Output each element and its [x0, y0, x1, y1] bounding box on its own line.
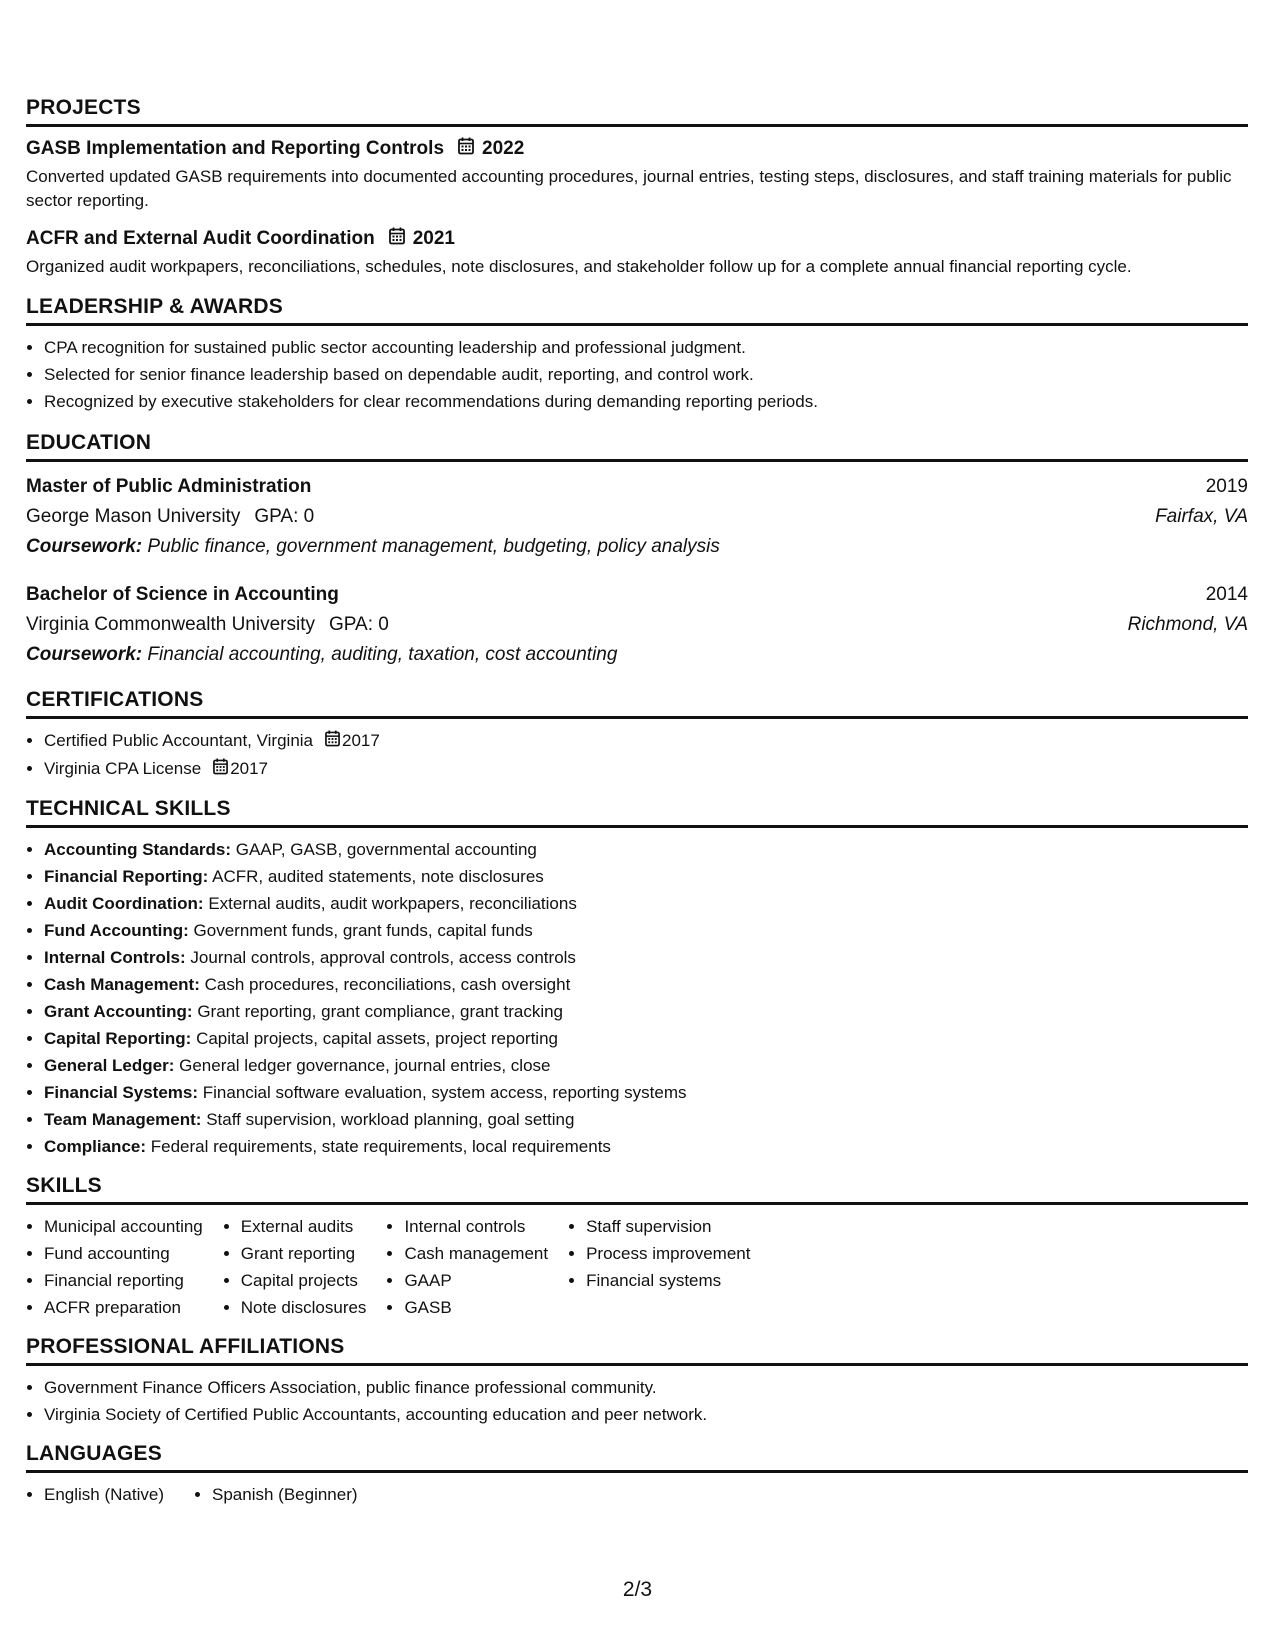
- skill-value: General ledger governance, journal entries, close: [179, 1056, 551, 1076]
- education-item: [26, 580, 1248, 670]
- skill-value: Government funds, grant funds, capital funds: [193, 921, 533, 941]
- skill-item: [44, 1025, 1248, 1052]
- skill-value: Staff supervision, workload planning, goal setting: [206, 1110, 575, 1130]
- skill-item: [44, 1106, 1248, 1133]
- skill-value: External audits, audit workpapers, reconciliations: [208, 894, 577, 914]
- skills-grid: [26, 1213, 1248, 1321]
- school-location: Fairfax, VA: [1155, 506, 1248, 527]
- section-title-technical-skills: TECHNICAL SKILLS: [26, 797, 1248, 828]
- certifications-list: [26, 727, 1248, 783]
- skill-item: [44, 836, 1248, 863]
- skill-value: ACFR, audited statements, note disclosures: [212, 867, 544, 887]
- list-item: • CPA recognition for sustained public sector accounting leadership and professional judgment.: [44, 334, 1248, 361]
- technical-skills-list: [26, 836, 1248, 1160]
- skill-tag: • Municipal accounting: [44, 1213, 203, 1240]
- skills-section: [26, 1174, 1248, 1321]
- language-item: • Spanish (Beginner): [212, 1481, 358, 1508]
- degree: Bachelor of Science in Accounting: [26, 584, 339, 605]
- gpa: GPA: 0: [254, 506, 315, 527]
- skill-tag: • Capital projects: [241, 1267, 367, 1294]
- language-item: • English (Native): [44, 1481, 164, 1508]
- skill-tag: • Note disclosures: [241, 1294, 367, 1321]
- page-number: 2/3: [622, 1578, 653, 1601]
- project-year: 2021: [412, 228, 455, 249]
- project-year: 2022: [482, 138, 525, 159]
- skill-label: Grant Accounting:: [44, 1002, 193, 1022]
- school-location: Richmond, VA: [1127, 614, 1248, 635]
- coursework-label: Coursework:: [26, 644, 143, 665]
- skill-tag: • ACFR preparation: [44, 1294, 203, 1321]
- skill-item: [44, 1079, 1248, 1106]
- resume-content: [26, 96, 1248, 1508]
- skill-item: [44, 971, 1248, 998]
- skills-column: [26, 1213, 203, 1321]
- school-name: George Mason University: [26, 506, 241, 527]
- certification-item: [44, 727, 1248, 755]
- leadership-list: [26, 334, 1248, 415]
- affiliations-list: [26, 1374, 1248, 1428]
- skill-tag: • Grant reporting: [241, 1240, 367, 1267]
- project-item: [26, 227, 1248, 279]
- graduation-year: 2014: [1205, 584, 1248, 605]
- list-item: • Selected for senior finance leadership based on dependable audit, reporting, and control work.: [44, 361, 1248, 388]
- calendar-icon: [458, 137, 474, 161]
- calendar-icon: [389, 227, 405, 251]
- skill-label: Financial Reporting:: [44, 867, 209, 887]
- skill-value: Federal requirements, state requirements, local requirements: [150, 1137, 611, 1157]
- skill-item: [44, 998, 1248, 1025]
- leadership-section: [26, 295, 1248, 415]
- list-item: • Recognized by executive stakeholders for clear recommendations during demanding reporting periods.: [44, 388, 1248, 415]
- skill-label: General Ledger:: [44, 1056, 175, 1076]
- affiliations-section: [26, 1335, 1248, 1428]
- skill-tag: • Financial reporting: [44, 1267, 203, 1294]
- projects-section: [26, 96, 1248, 279]
- skill-tag: • Fund accounting: [44, 1240, 203, 1267]
- calendar-icon: [213, 756, 228, 783]
- skill-item: [44, 863, 1248, 890]
- section-title-languages: LANGUAGES: [26, 1442, 1248, 1473]
- skill-tag: • External audits: [241, 1213, 367, 1240]
- coursework-text: Public finance, government management, budgeting, policy analysis: [147, 536, 720, 557]
- skills-column: [223, 1213, 367, 1321]
- skill-tag: • GASB: [404, 1294, 548, 1321]
- school-line: [26, 502, 314, 532]
- section-title-certifications: CERTIFICATIONS: [26, 688, 1248, 719]
- skill-value: Financial software evaluation, system access, reporting systems: [202, 1083, 687, 1103]
- coursework: [26, 640, 1248, 670]
- skills-column: [386, 1213, 548, 1321]
- project-item: [26, 137, 1248, 213]
- project-description: Converted updated GASB requirements into documented accounting procedures, journal entries, testing steps, disclosures, and staff training materials for public sector reporting.: [26, 167, 1232, 210]
- skill-item: [44, 944, 1248, 971]
- section-title-affiliations: PROFESSIONAL AFFILIATIONS: [26, 1335, 1248, 1366]
- skill-item: [44, 917, 1248, 944]
- section-title-projects: PROJECTS: [26, 96, 1248, 127]
- section-title-education: EDUCATION: [26, 431, 1248, 462]
- project-description: Organized audit workpapers, reconciliations, schedules, note disclosures, and stakeholder follow up for a complete annual financial reporting cycle.: [26, 257, 1132, 276]
- education-item: [26, 472, 1248, 562]
- skill-tag: • Staff supervision: [586, 1213, 750, 1240]
- skill-label: Team Management:: [44, 1110, 202, 1130]
- list-item: • Virginia Society of Certified Public Accountants, accounting education and peer network.: [44, 1401, 1248, 1428]
- certification-year: 2017: [230, 759, 269, 779]
- coursework: [26, 532, 1248, 562]
- skills-column: [568, 1213, 750, 1321]
- project-name: ACFR and External Audit Coordination: [26, 228, 375, 249]
- skill-value: Journal controls, approval controls, access controls: [190, 948, 576, 968]
- project-header: [26, 137, 1248, 161]
- school-line: [26, 610, 389, 640]
- skill-tag: • Internal controls: [404, 1213, 548, 1240]
- skill-value: Capital projects, capital assets, project reporting: [196, 1029, 558, 1049]
- skill-tag: • Cash management: [404, 1240, 548, 1267]
- skill-label: Audit Coordination:: [44, 894, 204, 914]
- degree: Master of Public Administration: [26, 476, 312, 497]
- skill-label: Internal Controls:: [44, 948, 186, 968]
- certification-name: Certified Public Accountant, Virginia: [44, 731, 314, 750]
- languages-section: [26, 1442, 1248, 1508]
- technical-skills-section: [26, 797, 1248, 1160]
- skill-label: Fund Accounting:: [44, 921, 189, 941]
- coursework-label: Coursework:: [26, 536, 143, 557]
- skill-tag: • Financial systems: [586, 1267, 750, 1294]
- skill-label: Accounting Standards:: [44, 840, 232, 860]
- skill-value: Cash procedures, reconciliations, cash oversight: [204, 975, 571, 995]
- skill-value: Grant reporting, grant compliance, grant tracking: [197, 1002, 564, 1022]
- certification-year: 2017: [342, 731, 380, 750]
- coursework-text: Financial accounting, auditing, taxation, cost accounting: [147, 644, 618, 665]
- project-name: GASB Implementation and Reporting Controls: [26, 138, 445, 159]
- certification-name: Virginia CPA License: [44, 759, 202, 779]
- skill-label: Compliance:: [44, 1137, 147, 1157]
- school-name: Virginia Commonwealth University: [26, 614, 315, 635]
- languages-list: [26, 1481, 1248, 1508]
- gpa: GPA: 0: [328, 614, 389, 635]
- skill-label: Financial Systems:: [44, 1083, 199, 1103]
- project-header: [26, 227, 1248, 251]
- skill-tag: • Process improvement: [586, 1240, 750, 1267]
- skill-item: [44, 1052, 1248, 1079]
- skill-item: [44, 1133, 1248, 1160]
- skill-item: [44, 890, 1248, 917]
- certification-item: [44, 755, 1248, 783]
- section-title-leadership: LEADERSHIP & AWARDS: [26, 295, 1248, 326]
- skill-tag: • GAAP: [404, 1267, 548, 1294]
- graduation-year: 2019: [1205, 476, 1248, 497]
- certifications-section: [26, 688, 1248, 783]
- calendar-icon: [325, 728, 340, 755]
- skill-label: Cash Management:: [44, 975, 200, 995]
- skill-label: Capital Reporting:: [44, 1029, 192, 1049]
- skill-value: GAAP, GASB, governmental accounting: [235, 840, 537, 860]
- list-item: • Government Finance Officers Association, public finance professional community.: [44, 1374, 1248, 1401]
- education-section: [26, 431, 1248, 670]
- section-title-skills: SKILLS: [26, 1174, 1248, 1205]
